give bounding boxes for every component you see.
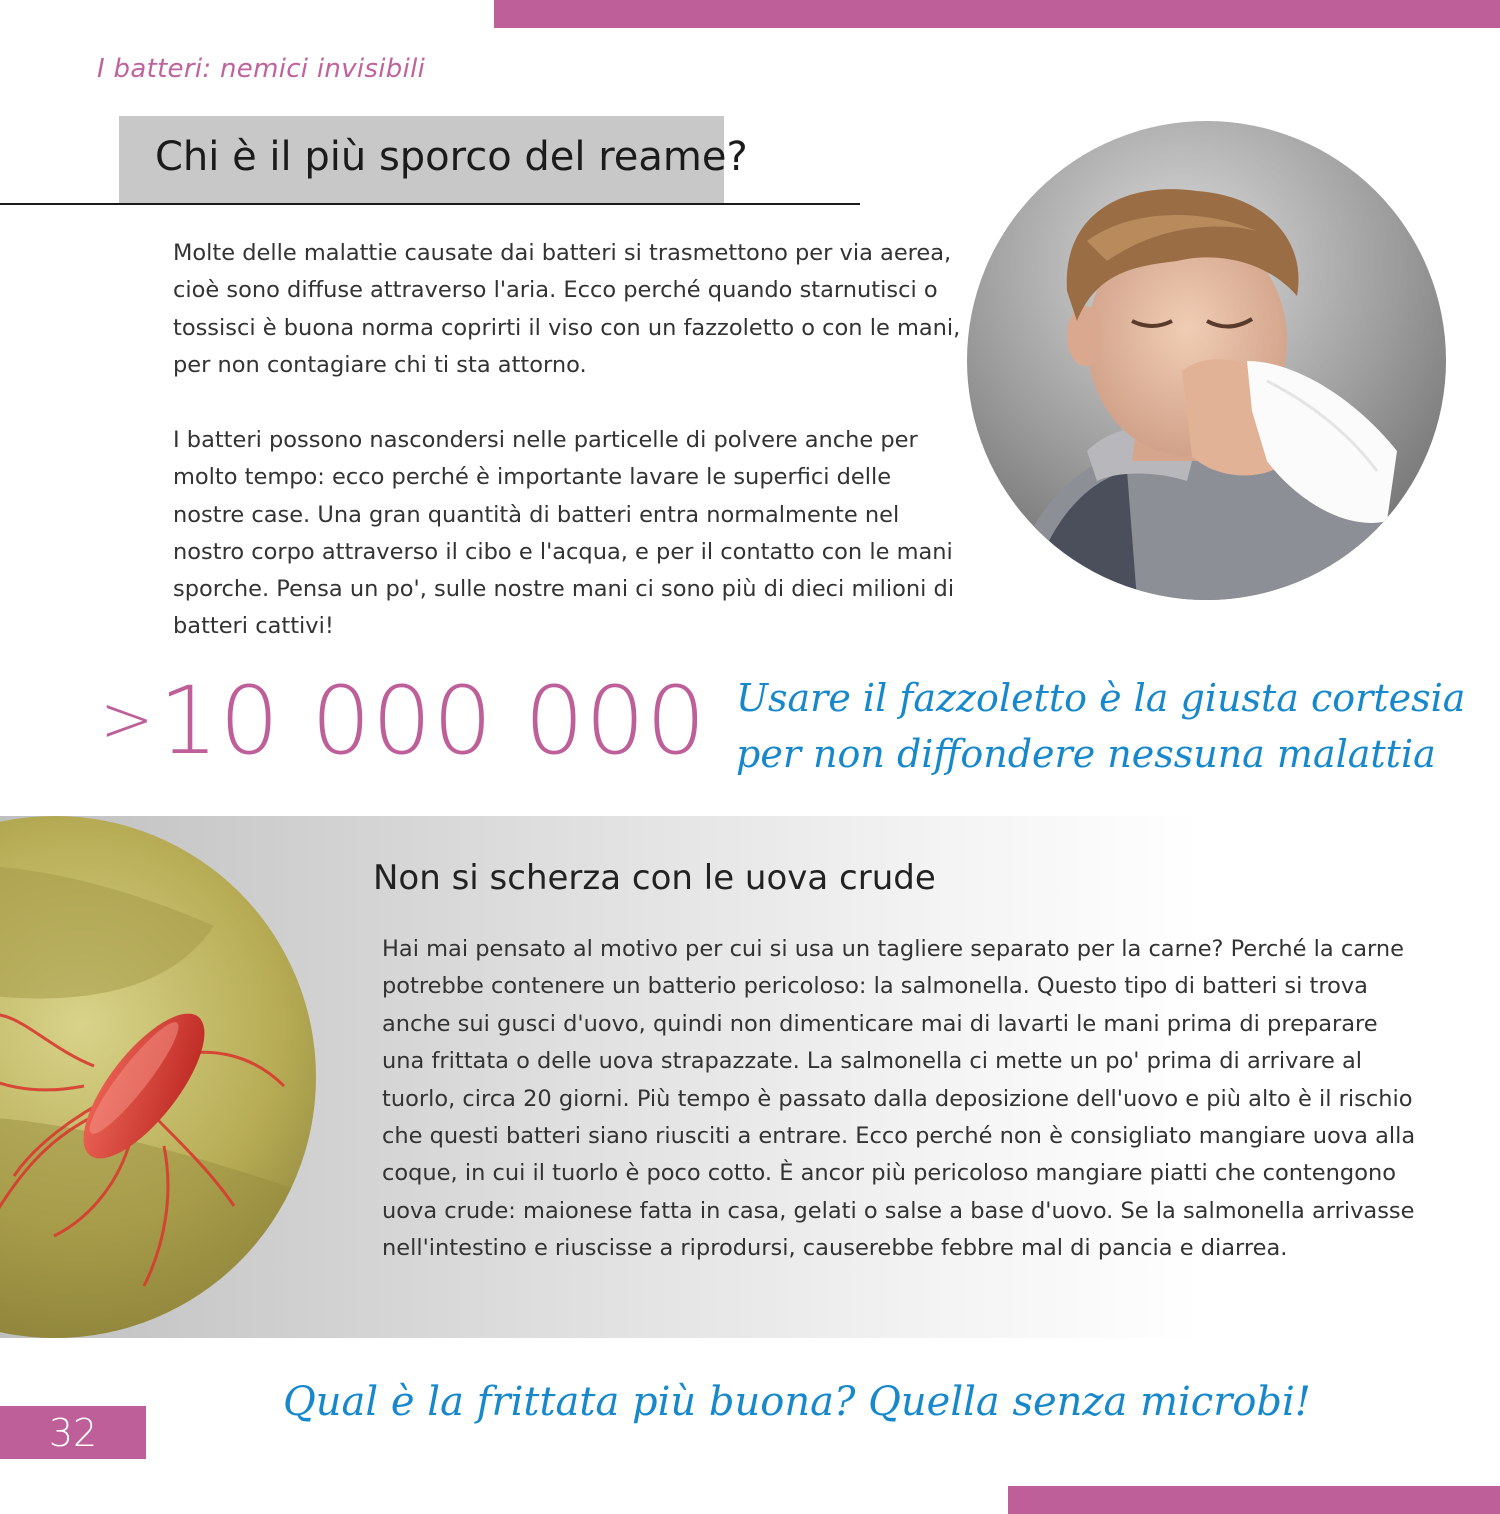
top-accent-bar (494, 0, 1500, 28)
running-head: I batteri: nemici invisibili (97, 54, 426, 84)
handwritten-line-1: Usare il fazzoletto è la giusta cortesia (736, 676, 1466, 720)
big-number (100, 665, 707, 777)
paragraph-salmonella: Hai mai pensato al motivo per cui si usa un tagliere separato per la carne? Perché la carne potrebbe contenere un batterio pericoloso: la salmonella. Questo tipo di batteri si trova anche sui gusci d'uovo, quindi non dimenticare mai di lavarti le mani prima di preparare una frittata o delle uova strapazzate. La salmonella ci mette un po' prima di arrivare al tuorlo, circa 20 giorni. Più tempo è passato dalla deposizione dell'uovo e più alto è il rischio che questi batteri siano riusciti a entrare. Ecco perché non è consigliato mangiare uova alla coque, in cui il tuorlo è poco cotto. È ancor più pericoloso mangiare piatti che contengono uova crude: maionese fatta in casa, gelati o salse a base d'uovo. Se la salmonella arrivasse nell'intestino e riuscisse a riprodursi, causerebbe febbre mal di pancia e diarrea. (382, 936, 1416, 1262)
handwritten-footer-note: Qual è la frittata più buona? Quella senza microbi! (283, 1379, 1311, 1425)
handwritten-line-2: per non diffondere nessuna malattia (736, 732, 1436, 776)
paragraph-airborne: Molte delle malattie causate dai batteri si trasmettono per via aerea, cioè sono diffuse attraverso l'aria. Ecco perché quando starnutisci o tossisci è buona norma coprirti il viso con un fazzoletto o con le mani, per non contagiare chi ti sta attorno. (173, 240, 961, 378)
section-subtitle: Non si scherza con le uova crude (373, 858, 936, 898)
handwritten-tissue-note (736, 670, 1465, 782)
paragraph-dust: I batteri possono nascondersi nelle particelle di polvere anche per molto tempo: ecco perché è importante lavare le superfici delle nostre case. Una gran quantità di batteri entra normalmente nel nostro corpo attraverso il cibo e l'acqua, e per il contatto con le mani sporche. Pensa un po', sulle nostre mani ci sono più di dieci milioni di batteri cattivi! (173, 427, 955, 640)
sneezing-child-photo (967, 121, 1446, 600)
section-title: Chi è il più sporco del reame? (155, 134, 748, 180)
page-number: 32 (0, 1406, 146, 1459)
title-underline (0, 203, 860, 205)
bottom-accent-bar (1008, 1486, 1500, 1514)
greater-than-sign: > (100, 683, 155, 757)
big-number-value: 10 000 000 (158, 667, 707, 776)
